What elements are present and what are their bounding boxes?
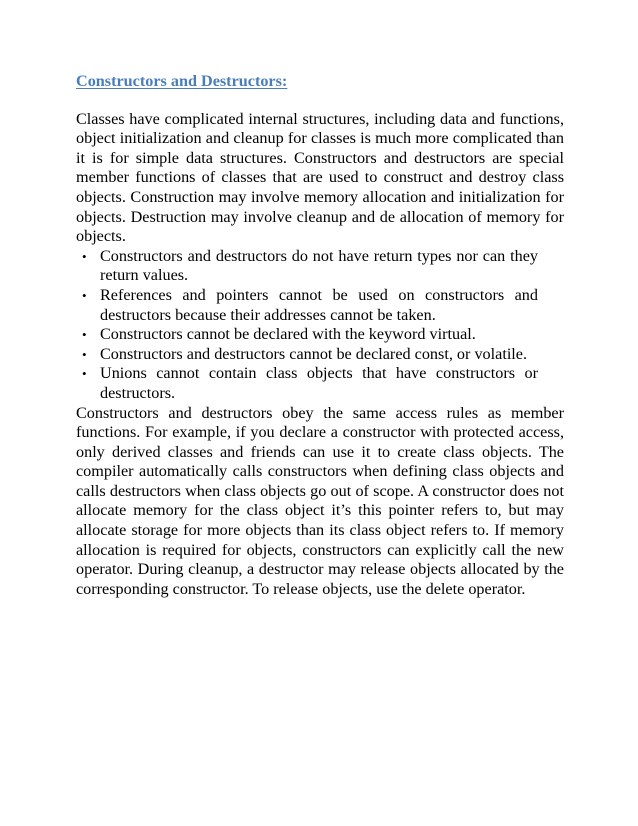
list-item-text: Constructors and destructors do not have return types nor can they return values. [100, 246, 538, 285]
section-heading: Constructors and Destructors: [76, 72, 288, 90]
bullet-icon: • [82, 287, 87, 303]
list-item [76, 286, 538, 325]
document-page [76, 72, 564, 599]
list-item-text: Unions cannot contain class objects that have constructors or destructors. [100, 364, 538, 402]
closing-paragraph: Constructors and destructors obey the same access rules as member functions. For example, if you declare a constructor with protected access, only derived classes and friends can use it to create class objects. The compiler automatically calls constructors when defining class objects and calls destructors when class objects go out of scope. A constructor does not allocate memory for the class object it’s this pointer refers to, but may allocate storage for more objects than its class object refers to. If memory allocation is required for objects, constructors can explicitly call the new operator. During cleanup, a destructor may release objects allocated by the corresponding constructor. To release objects, use the delete operator. [76, 403, 564, 598]
list-item-text: References and pointers cannot be used on constructors and destructors because their addresses cannot be taken. [100, 285, 538, 324]
bullet-icon: • [82, 366, 87, 382]
bullet-icon: • [82, 346, 87, 362]
bullet-list [76, 247, 538, 404]
list-item [76, 247, 538, 286]
bullet-icon: • [82, 327, 87, 343]
list-item-text: Constructors cannot be declared with the keyword virtual. [100, 325, 476, 344]
bullet-icon: • [82, 248, 87, 264]
list-item-text: Constructors and destructors cannot be declared const, or volatile. [100, 344, 528, 363]
list-item [76, 345, 538, 365]
intro-paragraph: Classes have complicated internal structures, including data and functions, object initialization and cleanup for classes is much more complicated than it is for simple data structures. Constructors and destructors are special member functions of classes that are used to construct and destroy class objects. Construction may involve memory allocation and initialization for objects. Destruction may involve cleanup and de allocation of memory for objects. [76, 109, 564, 246]
list-item [76, 325, 538, 345]
list-item [76, 364, 538, 403]
